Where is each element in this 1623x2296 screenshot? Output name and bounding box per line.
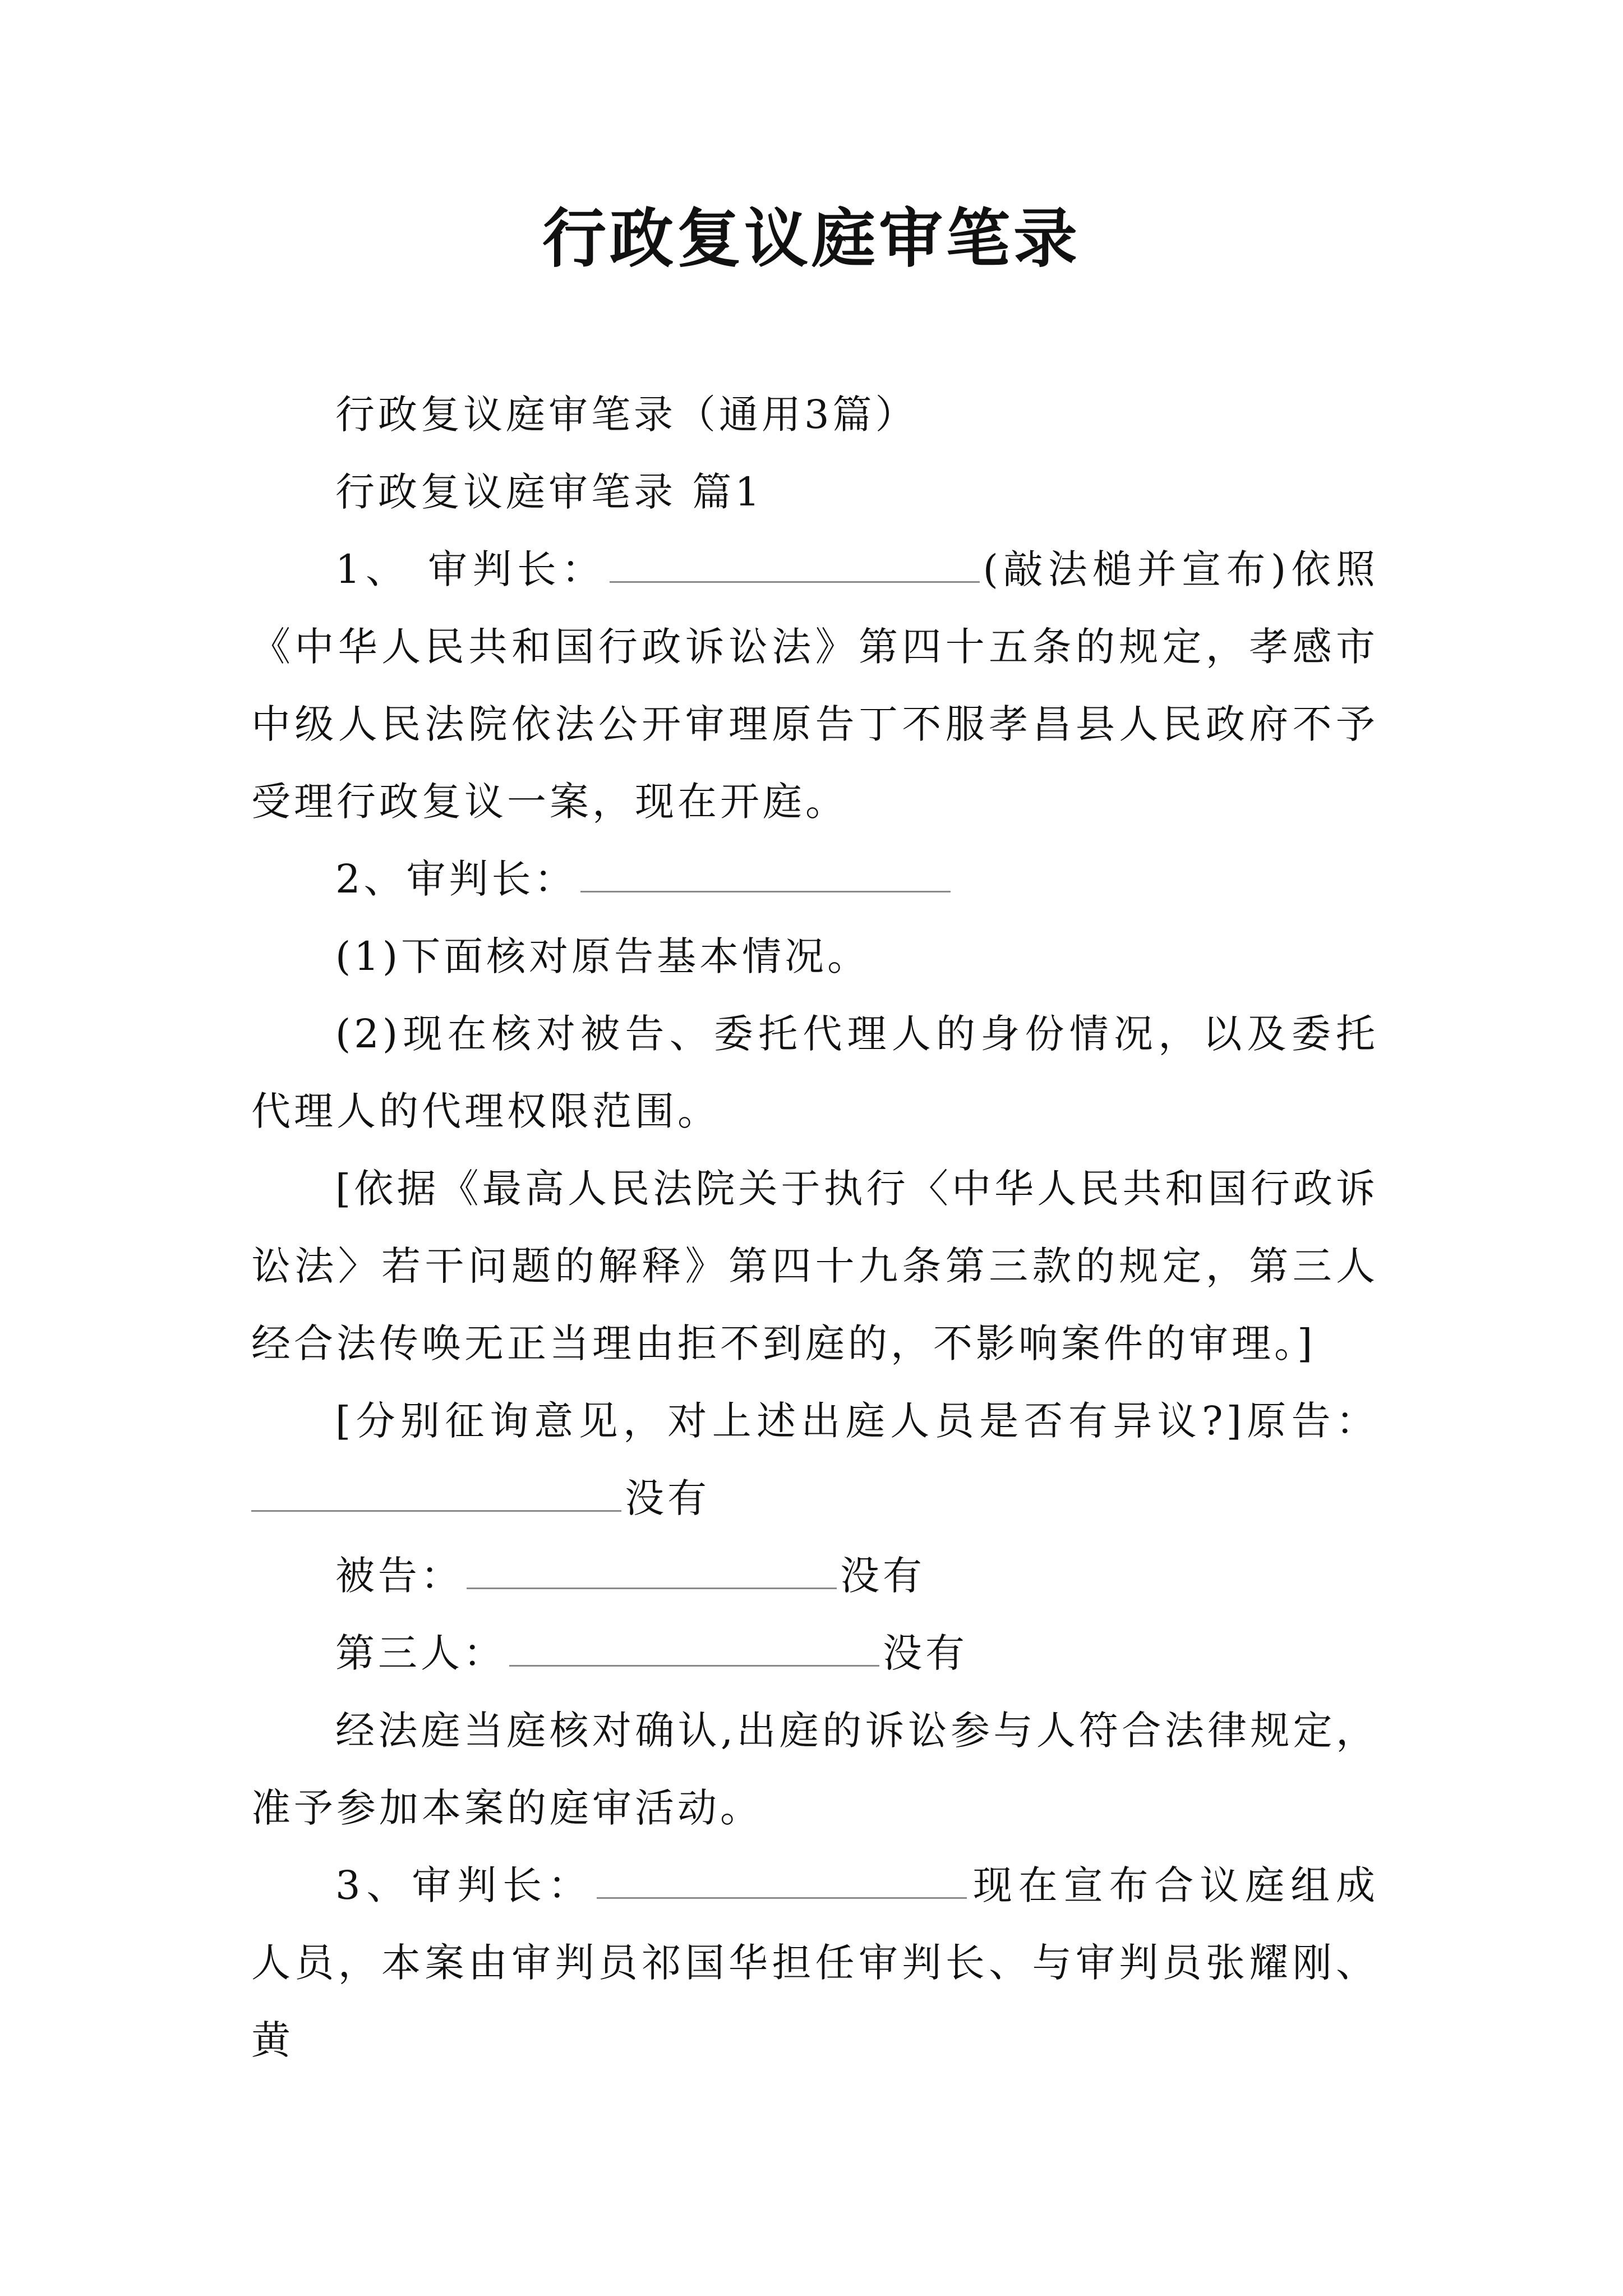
paragraph-6-text: 没有	[625, 1475, 710, 1521]
fill-in-blank	[251, 1479, 621, 1512]
paragraph-7	[251, 1537, 1378, 1614]
paragraph-7-lead: 被告：	[335, 1553, 463, 1599]
document-body	[251, 376, 1378, 2079]
paragraph-10-lead: 3、审判长：	[335, 1862, 593, 1908]
paragraph-1	[251, 531, 1378, 840]
paragraph-6-lead: [分别征询意见，对上述出庭人员是否有异议?]原告：	[335, 1398, 1378, 1444]
paragraph-7-text: 没有	[840, 1553, 925, 1599]
fill-in-blank	[509, 1634, 879, 1667]
fill-in-blank	[610, 550, 980, 583]
paragraph-1-text: (敲法槌并宣布)依照《中华人民共和国行政诉讼法》第四十五条的规定，孝感市中级人民法院依法公开审理原告丁不服孝昌县人民政府不予受理行政复议一案，现在开庭。	[251, 546, 1378, 825]
paragraph-4: (2)现在核对被告、委托代理人的身份情况，以及委托代理人的代理权限范围。	[251, 1011, 1378, 1134]
paragraph-2	[251, 840, 1378, 918]
paragraph-8-text: 没有	[883, 1630, 968, 1676]
document-title: 行政复议庭审笔录	[542, 201, 1081, 276]
paragraph-8-lead: 第三人：	[335, 1630, 506, 1676]
paragraph-3: (1)下面核对原告基本情况。	[335, 933, 870, 979]
paragraph-10-text: 现在宣布合议庭组成人员，本案由审判员祁国华担任审判长、与审判员张耀刚、黄	[251, 1862, 1378, 2063]
fill-in-blank	[597, 1866, 967, 1899]
paragraph-5: [依据《最高人民法院关于执行〈中华人民共和国行政诉讼法〉若干问题的解释》第四十九条第三款的规定，第三人经合法传唤无正当理由拒不到庭的，不影响案件的审理。]	[251, 1166, 1378, 1366]
paragraph-10	[251, 1847, 1378, 2079]
paragraph-6	[251, 1382, 1378, 1537]
fill-in-blank	[467, 1556, 837, 1589]
paragraph-9: 经法庭当庭核对确认,出庭的诉讼参与人符合法律规定，准予参加本案的庭审活动。	[251, 1708, 1378, 1831]
fill-in-blank	[580, 859, 951, 892]
paragraph-2-lead: 2、审判长：	[335, 856, 577, 902]
collection-heading: 行政复议庭审笔录（通用3篇）	[335, 392, 918, 438]
paragraph-8	[251, 1614, 1378, 1692]
paragraph-1-lead: 1、 审判长：	[335, 546, 606, 592]
piece-heading: 行政复议庭审笔录 篇1	[335, 469, 763, 515]
